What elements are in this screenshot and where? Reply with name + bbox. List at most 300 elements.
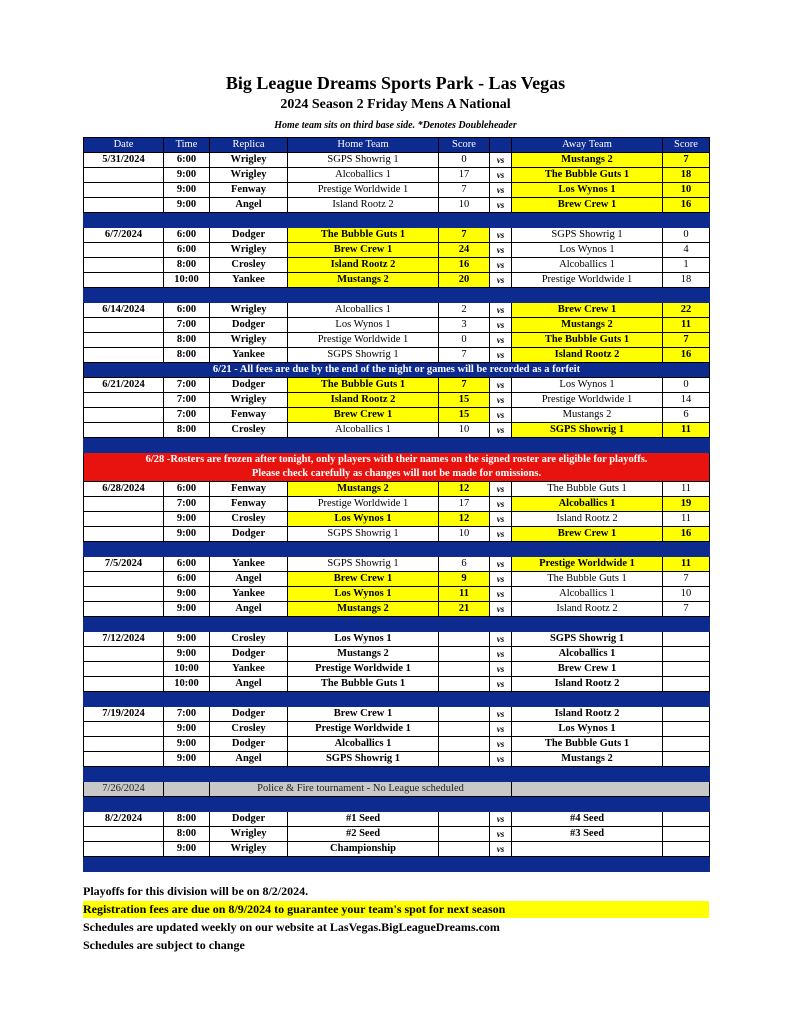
home-score: 17 xyxy=(439,497,490,512)
game-row xyxy=(84,393,710,408)
game-row xyxy=(84,842,710,857)
away-team: Los Wynos 1 xyxy=(512,183,663,198)
away-team: The Bubble Guts 1 xyxy=(512,482,663,497)
week-separator xyxy=(84,213,710,228)
game-time: 7:00 xyxy=(164,393,210,408)
away-score: 11 xyxy=(663,482,710,497)
vs-label: vs xyxy=(490,393,512,408)
game-row xyxy=(84,647,710,662)
vs-label: vs xyxy=(490,752,512,767)
home-team: Alcoballics 1 xyxy=(288,303,439,318)
home-team: Championship xyxy=(288,842,439,857)
game-time: 8:00 xyxy=(164,827,210,842)
game-field: Fenway xyxy=(210,482,288,497)
game-date: 5/31/2024 xyxy=(84,153,164,168)
game-date: 8/2/2024 xyxy=(84,812,164,827)
home-team: Mustangs 2 xyxy=(288,273,439,288)
game-field: Wrigley xyxy=(210,827,288,842)
game-row xyxy=(84,333,710,348)
game-field: Wrigley xyxy=(210,168,288,183)
home-score: 7 xyxy=(439,378,490,393)
home-team: Prestige Worldwide 1 xyxy=(288,662,439,677)
game-time: 6:00 xyxy=(164,572,210,587)
vs-label: vs xyxy=(490,677,512,692)
game-time: 6:00 xyxy=(164,228,210,243)
game-date xyxy=(84,647,164,662)
game-date xyxy=(84,243,164,258)
game-field: Dodger xyxy=(210,812,288,827)
game-row xyxy=(84,602,710,617)
game-date: 6/7/2024 xyxy=(84,228,164,243)
game-time: 9:00 xyxy=(164,168,210,183)
game-field: Crosley xyxy=(210,632,288,647)
game-row xyxy=(84,378,710,393)
away-team: Prestige Worldwide 1 xyxy=(512,393,663,408)
home-team: Mustangs 2 xyxy=(288,482,439,497)
game-time: 8:00 xyxy=(164,812,210,827)
vs-label: vs xyxy=(490,273,512,288)
home-score: 21 xyxy=(439,602,490,617)
game-date xyxy=(84,512,164,527)
vs-label: vs xyxy=(490,737,512,752)
away-score: 7 xyxy=(663,572,710,587)
game-row xyxy=(84,228,710,243)
col-header-replica: Replica xyxy=(210,138,288,153)
away-score: 11 xyxy=(663,557,710,572)
game-row xyxy=(84,153,710,168)
game-time: 9:00 xyxy=(164,722,210,737)
home-score: 2 xyxy=(439,303,490,318)
away-score: 7 xyxy=(663,153,710,168)
col-header-time: Time xyxy=(164,138,210,153)
home-score xyxy=(439,722,490,737)
game-time: 10:00 xyxy=(164,662,210,677)
week-separator xyxy=(84,797,710,812)
game-time: 9:00 xyxy=(164,602,210,617)
game-time: 8:00 xyxy=(164,348,210,363)
home-team: The Bubble Guts 1 xyxy=(288,378,439,393)
game-row xyxy=(84,557,710,572)
away-team: Mustangs 2 xyxy=(512,153,663,168)
home-team: Alcoballics 1 xyxy=(288,168,439,183)
week-separator xyxy=(84,767,710,782)
away-score xyxy=(663,632,710,647)
col-header-date: Date xyxy=(84,138,164,153)
home-score: 6 xyxy=(439,557,490,572)
game-field: Angel xyxy=(210,602,288,617)
away-team: The Bubble Guts 1 xyxy=(512,333,663,348)
home-team: SGPS Showrig 1 xyxy=(288,527,439,542)
game-time: 10:00 xyxy=(164,677,210,692)
vs-label: vs xyxy=(490,557,512,572)
away-score: 6 xyxy=(663,408,710,423)
vs-label: vs xyxy=(490,333,512,348)
game-field: Wrigley xyxy=(210,243,288,258)
game-time: 7:00 xyxy=(164,707,210,722)
week-separator xyxy=(84,438,710,453)
game-row xyxy=(84,677,710,692)
game-date: 6/28/2024 xyxy=(84,482,164,497)
separator-cell xyxy=(84,857,710,872)
away-team: Mustangs 2 xyxy=(512,318,663,333)
away-team: Alcoballics 1 xyxy=(512,497,663,512)
game-row xyxy=(84,587,710,602)
game-time: 6:00 xyxy=(164,557,210,572)
home-team: Mustangs 2 xyxy=(288,602,439,617)
home-team: Island Rootz 2 xyxy=(288,258,439,273)
home-score: 24 xyxy=(439,243,490,258)
home-score: 15 xyxy=(439,393,490,408)
game-time: 9:00 xyxy=(164,183,210,198)
away-team: #4 Seed xyxy=(512,812,663,827)
away-score: 7 xyxy=(663,602,710,617)
game-field: Wrigley xyxy=(210,333,288,348)
game-date: 7/5/2024 xyxy=(84,557,164,572)
game-field: Yankee xyxy=(210,587,288,602)
week-separator xyxy=(84,617,710,632)
game-field: Fenway xyxy=(210,408,288,423)
game-row xyxy=(84,258,710,273)
away-score: 1 xyxy=(663,258,710,273)
game-field: Yankee xyxy=(210,273,288,288)
game-row xyxy=(84,318,710,333)
week-separator xyxy=(84,542,710,557)
separator-cell xyxy=(84,692,710,707)
separator-cell xyxy=(84,288,710,303)
home-team: Alcoballics 1 xyxy=(288,737,439,752)
game-field: Dodger xyxy=(210,378,288,393)
game-time: 7:00 xyxy=(164,318,210,333)
home-score xyxy=(439,677,490,692)
home-team: Alcoballics 1 xyxy=(288,423,439,438)
vs-label: vs xyxy=(490,707,512,722)
game-date xyxy=(84,318,164,333)
game-date xyxy=(84,842,164,857)
game-field: Angel xyxy=(210,752,288,767)
game-time: 7:00 xyxy=(164,378,210,393)
home-team: #1 Seed xyxy=(288,812,439,827)
game-date xyxy=(84,662,164,677)
game-date xyxy=(84,737,164,752)
away-team: Los Wynos 1 xyxy=(512,378,663,393)
separator-cell xyxy=(84,542,710,557)
home-team: SGPS Showrig 1 xyxy=(288,348,439,363)
away-team: Brew Crew 1 xyxy=(512,198,663,213)
away-team: The Bubble Guts 1 xyxy=(512,572,663,587)
home-score xyxy=(439,647,490,662)
game-row xyxy=(84,198,710,213)
game-time: 8:00 xyxy=(164,333,210,348)
home-team-note: Home team sits on third base side. *Denotes Doubleheader xyxy=(274,120,517,131)
col-header-away-score: Score xyxy=(663,138,710,153)
col-header-home-team: Home Team xyxy=(288,138,439,153)
game-date xyxy=(84,168,164,183)
playoffs-note: Playoffs for this division will be on 8/2/2024. xyxy=(83,884,309,898)
away-team: The Bubble Guts 1 xyxy=(512,168,663,183)
away-score: 14 xyxy=(663,393,710,408)
game-time: 10:00 xyxy=(164,273,210,288)
game-date xyxy=(84,677,164,692)
home-score xyxy=(439,827,490,842)
vs-label: vs xyxy=(490,512,512,527)
vs-label: vs xyxy=(490,842,512,857)
vs-label: vs xyxy=(490,243,512,258)
home-team: Prestige Worldwide 1 xyxy=(288,183,439,198)
away-score: 0 xyxy=(663,378,710,393)
vs-label: vs xyxy=(490,632,512,647)
away-score: 10 xyxy=(663,587,710,602)
home-score: 15 xyxy=(439,408,490,423)
vs-label: vs xyxy=(490,228,512,243)
away-score: 11 xyxy=(663,423,710,438)
roster-freeze-line-2: Please check carefully as changes will not be made for omissions. xyxy=(251,468,542,479)
game-time: 7:00 xyxy=(164,408,210,423)
week-separator xyxy=(84,288,710,303)
home-team: The Bubble Guts 1 xyxy=(288,677,439,692)
game-field: Dodger xyxy=(210,228,288,243)
game-field: Crosley xyxy=(210,722,288,737)
away-score: 18 xyxy=(663,168,710,183)
away-team: Los Wynos 1 xyxy=(512,243,663,258)
game-date xyxy=(84,183,164,198)
vs-label: vs xyxy=(490,168,512,183)
home-team: Island Rootz 2 xyxy=(288,393,439,408)
home-team: Prestige Worldwide 1 xyxy=(288,722,439,737)
page-subtitle: 2024 Season 2 Friday Mens A National xyxy=(280,97,511,112)
away-score: 10 xyxy=(663,183,710,198)
game-date xyxy=(84,827,164,842)
away-team xyxy=(512,842,663,857)
home-team: The Bubble Guts 1 xyxy=(288,228,439,243)
game-date: 7/12/2024 xyxy=(84,632,164,647)
home-score xyxy=(439,812,490,827)
table-header-row xyxy=(84,138,710,153)
game-time: 9:00 xyxy=(164,198,210,213)
home-team: Los Wynos 1 xyxy=(288,512,439,527)
home-team: Brew Crew 1 xyxy=(288,408,439,423)
away-score: 11 xyxy=(663,318,710,333)
home-score: 0 xyxy=(439,333,490,348)
home-score: 10 xyxy=(439,423,490,438)
no-games-text: Police & Fire tournament - No League scheduled xyxy=(210,782,512,797)
home-team: SGPS Showrig 1 xyxy=(288,752,439,767)
home-team: SGPS Showrig 1 xyxy=(288,153,439,168)
game-time: 6:00 xyxy=(164,303,210,318)
game-row xyxy=(84,827,710,842)
game-date xyxy=(84,408,164,423)
vs-label: vs xyxy=(490,303,512,318)
game-field: Wrigley xyxy=(210,393,288,408)
game-row xyxy=(84,273,710,288)
home-team: Brew Crew 1 xyxy=(288,572,439,587)
game-field: Fenway xyxy=(210,183,288,198)
home-score: 7 xyxy=(439,348,490,363)
game-row xyxy=(84,722,710,737)
away-score: 11 xyxy=(663,512,710,527)
game-date xyxy=(84,752,164,767)
away-team: Prestige Worldwide 1 xyxy=(512,557,663,572)
empty-cell xyxy=(512,782,710,797)
game-row xyxy=(84,737,710,752)
away-score xyxy=(663,677,710,692)
home-score xyxy=(439,842,490,857)
away-team: Alcoballics 1 xyxy=(512,587,663,602)
week-separator xyxy=(84,692,710,707)
game-row xyxy=(84,497,710,512)
game-date: 6/14/2024 xyxy=(84,303,164,318)
vs-label: vs xyxy=(490,602,512,617)
game-field: Yankee xyxy=(210,662,288,677)
game-field: Wrigley xyxy=(210,842,288,857)
home-team: Los Wynos 1 xyxy=(288,587,439,602)
game-time: 9:00 xyxy=(164,587,210,602)
game-row xyxy=(84,168,710,183)
away-team: Los Wynos 1 xyxy=(512,722,663,737)
game-date xyxy=(84,722,164,737)
home-team: Island Rootz 2 xyxy=(288,198,439,213)
away-team: Brew Crew 1 xyxy=(512,303,663,318)
fee-notice: 6/21 - All fees are due by the end of the night or games will be recorded as a forfeit xyxy=(84,363,710,378)
game-time: 9:00 xyxy=(164,752,210,767)
game-field: Yankee xyxy=(210,557,288,572)
game-time: 8:00 xyxy=(164,423,210,438)
home-score xyxy=(439,752,490,767)
game-date xyxy=(84,273,164,288)
home-score: 20 xyxy=(439,273,490,288)
away-score xyxy=(663,737,710,752)
game-date: 7/26/2024 xyxy=(84,782,164,797)
game-row xyxy=(84,812,710,827)
game-time: 9:00 xyxy=(164,512,210,527)
home-score xyxy=(439,737,490,752)
game-time: 9:00 xyxy=(164,647,210,662)
game-field: Angel xyxy=(210,677,288,692)
away-score xyxy=(663,647,710,662)
away-team: Alcoballics 1 xyxy=(512,258,663,273)
home-team: SGPS Showrig 1 xyxy=(288,557,439,572)
game-field: Wrigley xyxy=(210,303,288,318)
game-time: 9:00 xyxy=(164,842,210,857)
game-date xyxy=(84,198,164,213)
vs-label: vs xyxy=(490,183,512,198)
roster-freeze-line-1: 6/28 -Rosters are frozen after tonight, only players with their names on the signed roster are eligible for playoffs. xyxy=(145,454,648,465)
game-date xyxy=(84,423,164,438)
roster-freeze-notice xyxy=(84,453,710,482)
game-time: 6:00 xyxy=(164,153,210,168)
game-field: Dodger xyxy=(210,647,288,662)
home-score: 16 xyxy=(439,258,490,273)
away-team: Brew Crew 1 xyxy=(512,662,663,677)
game-row xyxy=(84,707,710,722)
away-team: Prestige Worldwide 1 xyxy=(512,273,663,288)
game-row xyxy=(84,183,710,198)
away-team: Island Rootz 2 xyxy=(512,512,663,527)
away-score xyxy=(663,722,710,737)
home-score: 17 xyxy=(439,168,490,183)
vs-label: vs xyxy=(490,722,512,737)
game-date xyxy=(84,348,164,363)
no-games-row xyxy=(84,782,710,797)
home-score: 10 xyxy=(439,527,490,542)
vs-label: vs xyxy=(490,497,512,512)
col-header-home-score: Score xyxy=(439,138,490,153)
game-time: 7:00 xyxy=(164,497,210,512)
away-score: 19 xyxy=(663,497,710,512)
game-time: 9:00 xyxy=(164,632,210,647)
separator-cell xyxy=(84,797,710,812)
vs-label: vs xyxy=(490,198,512,213)
separator-cell xyxy=(84,767,710,782)
week-separator xyxy=(84,857,710,872)
home-score: 10 xyxy=(439,198,490,213)
game-time: 8:00 xyxy=(164,258,210,273)
game-field: Dodger xyxy=(210,527,288,542)
away-team: #3 Seed xyxy=(512,827,663,842)
game-row xyxy=(84,527,710,542)
home-score: 7 xyxy=(439,183,490,198)
away-team: SGPS Showrig 1 xyxy=(512,228,663,243)
home-score: 7 xyxy=(439,228,490,243)
empty-cell xyxy=(164,782,210,797)
away-team: SGPS Showrig 1 xyxy=(512,423,663,438)
vs-label: vs xyxy=(490,318,512,333)
game-date xyxy=(84,333,164,348)
game-row xyxy=(84,348,710,363)
separator-cell xyxy=(84,617,710,632)
game-date xyxy=(84,393,164,408)
game-row xyxy=(84,572,710,587)
home-team: Los Wynos 1 xyxy=(288,318,439,333)
away-score: 7 xyxy=(663,333,710,348)
game-field: Crosley xyxy=(210,512,288,527)
home-score xyxy=(439,707,490,722)
away-team: Island Rootz 2 xyxy=(512,348,663,363)
away-score: 16 xyxy=(663,348,710,363)
home-team: Prestige Worldwide 1 xyxy=(288,497,439,512)
game-row xyxy=(84,662,710,677)
game-row xyxy=(84,632,710,647)
away-score xyxy=(663,752,710,767)
away-team: Island Rootz 2 xyxy=(512,707,663,722)
game-row xyxy=(84,408,710,423)
game-field: Angel xyxy=(210,198,288,213)
away-score xyxy=(663,707,710,722)
game-row xyxy=(84,423,710,438)
home-team: Brew Crew 1 xyxy=(288,707,439,722)
website-note: Schedules are updated weekly on our website at LasVegas.BigLeagueDreams.com xyxy=(83,920,500,934)
vs-label: vs xyxy=(490,408,512,423)
home-team: Mustangs 2 xyxy=(288,647,439,662)
vs-label: vs xyxy=(490,423,512,438)
home-score: 9 xyxy=(439,572,490,587)
separator-cell xyxy=(84,438,710,453)
fee-notice-row xyxy=(84,363,710,378)
page-title: Big League Dreams Sports Park - Las Vegas xyxy=(225,73,566,93)
vs-label: vs xyxy=(490,662,512,677)
vs-label: vs xyxy=(490,153,512,168)
game-date xyxy=(84,527,164,542)
col-header-vs xyxy=(490,138,512,153)
col-header-away-team: Away Team xyxy=(512,138,663,153)
away-team: SGPS Showrig 1 xyxy=(512,632,663,647)
game-row xyxy=(84,482,710,497)
game-date xyxy=(84,602,164,617)
game-field: Wrigley xyxy=(210,153,288,168)
away-score: 0 xyxy=(663,228,710,243)
registration-note: Registration fees are due on 8/9/2024 to guarantee your team's spot for next season xyxy=(83,901,709,918)
game-field: Crosley xyxy=(210,423,288,438)
vs-label: vs xyxy=(490,587,512,602)
